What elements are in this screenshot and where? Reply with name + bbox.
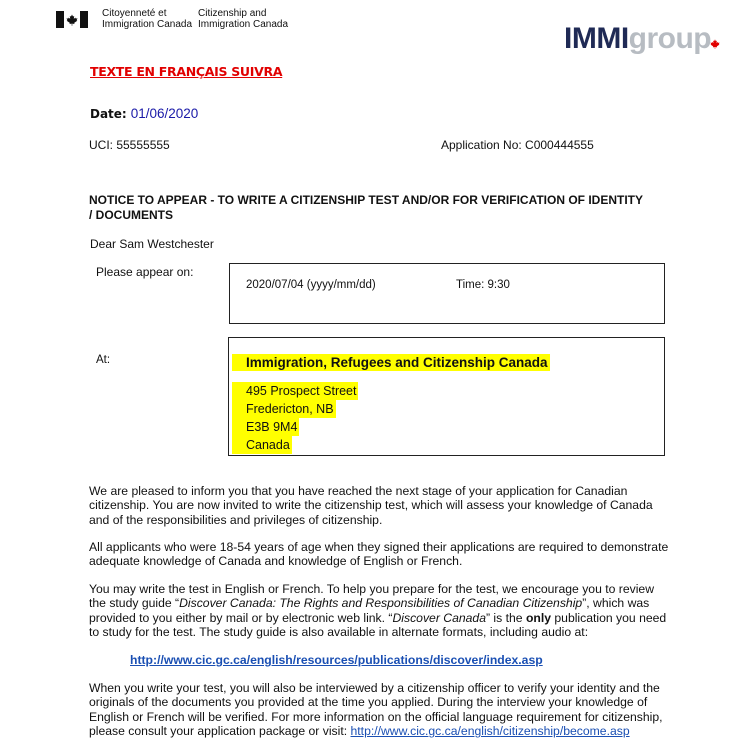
gov-en-line1: Citizenship and [198,8,267,19]
maple-leaf-icon [710,23,720,57]
become-citizen-link[interactable]: http://www.cic.gc.ca/english/citizenship/become.asp [350,724,630,739]
canada-flag-icon [56,11,88,28]
french-text-note: TEXTE EN FRANÇAIS SUIVRA [90,64,283,79]
immigroup-logo [564,22,711,56]
paragraph-interview: When you write your test, you will also be interviewed by a citizenship officer to verify your identity and the originals of the documents you provided at the time you applied. During the interview your knowledge of English or French will be verified. For more information on the official language requirement for citizenship, please consult your application package or visit: http://www.cic.gc.ca/english/citizenship/become.asp [89,681,663,739]
uci-number: UCI: 55555555 [89,138,170,152]
notice-title: NOTICE TO APPEAR - TO WRITE A CITIZENSHIP TEST AND/OR FOR VERIFICATION OF IDENTITY / DOCUMENTS [89,193,643,222]
notice-date [90,106,198,121]
address-city: Fredericton, NB [232,400,336,418]
office-name: Immigration, Refugees and Citizenship Canada [232,354,550,371]
date-value: 01/06/2020 [130,106,199,121]
paragraph-invitation: We are pleased to inform you that you have reached the next stage of your application for Canadian citizenship. You are now invited to write the citizenship test, which will assess your knowledge of Canada and of the responsibilities and privileges of citizenship. [89,484,653,527]
logo-secondary-text: group [628,22,712,55]
appear-on-label: Please appear on: [96,265,194,279]
appointment-time: Time: 9:30 [456,279,510,291]
at-label: At: [96,354,111,366]
paragraph-requirements: All applicants who were 18-54 years of age when they signed their applications are required to demonstrate adequate knowledge of Canada and knowledge of English or French. [89,540,669,569]
discover-canada-link[interactable]: http://www.cic.gc.ca/english/resources/publications/discover/index.asp [130,653,543,667]
appointment-location-box [228,337,665,456]
gov-en-line2: Immigration Canada [198,19,289,30]
office-address [232,382,358,454]
paragraph-study-guide: You may write the test in English or French. To help you prepare for the test, we encourage you to review the study guide “Discover Canada: The Rights and Responsibilities of Canadian Citizenship”, which was provided to you either by mail or by electronic web link. “Discover Canada” is the only publication you need to study for the test. The study guide is also available in alternate formats, including audio at: [89,582,667,640]
date-label: Date: [90,107,127,121]
logo-primary-text: IMMI [564,22,629,55]
salutation: Dear Sam Westchester [90,237,214,251]
address-country: Canada [232,436,292,454]
gov-signature-fr [102,8,192,30]
appointment-date-box [229,263,665,324]
application-number: Application No: C000444555 [441,138,594,152]
appointment-date: 2020/07/04 (yyyy/mm/dd) [246,279,376,291]
address-postal-code: E3B 9M4 [232,418,299,436]
guide-title: Discover Canada: The Rights and Responsibilities of Canadian Citizenship [179,596,583,611]
gov-fr-line1: Citoyenneté et [102,8,167,19]
discover-link-line [130,653,543,667]
gov-signature-en [198,8,288,30]
address-street: 495 Prospect Street [232,382,358,400]
gov-fr-line2: Immigration Canada [102,19,193,30]
